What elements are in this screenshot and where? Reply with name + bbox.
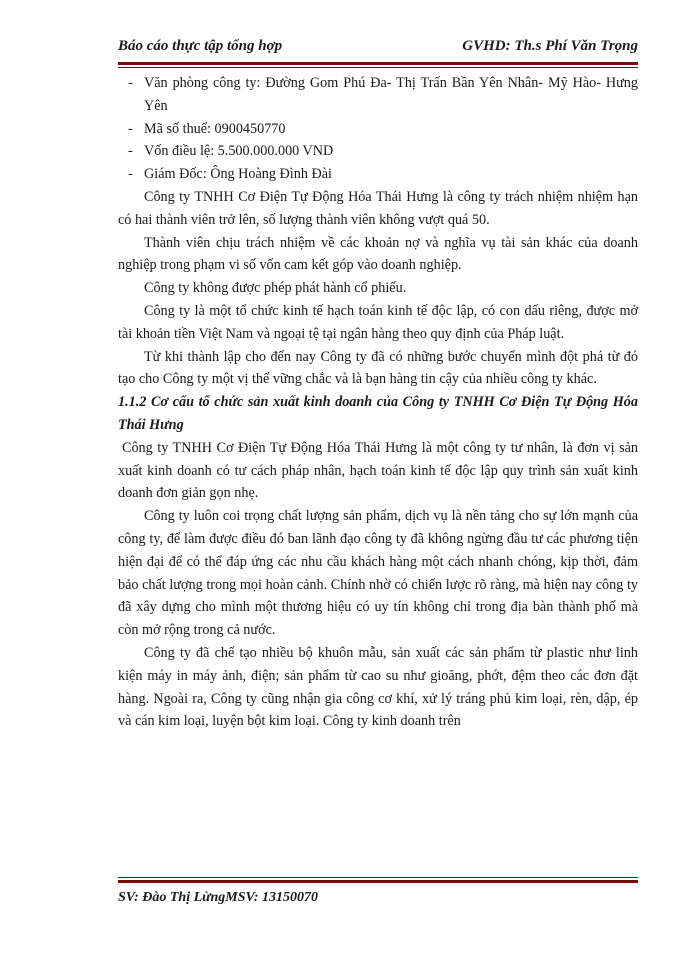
bullet-dash: - — [128, 143, 133, 160]
paragraph: Thành viên chịu trách nhiệm về các khoản nợ và nghĩa vụ tài sản khác của doanh nghiệp trong phạm vi số vốn cam kết góp vào doanh nghiệp. — [118, 234, 638, 274]
footer-rule-thin — [118, 877, 638, 878]
bullet-dash: - — [128, 120, 133, 137]
document-body — [118, 72, 638, 733]
bullet-text: Văn phòng công ty: Đường Gom Phú Đa- Thị Trấn Bần Yên Nhân- Mỹ Hào- Hưng Yên — [144, 75, 638, 114]
paragraph: Công ty là một tổ chức kinh tế hạch toán kinh tế độc lập, có con dấu riêng, được mở tài khoản tiền Việt Nam và ngoại tệ tại ngân hàng theo quy định của Pháp luật. — [118, 302, 638, 342]
paragraph: Từ khi thành lập cho đến nay Công ty đã có những bước chuyển mình đột phá từ đó tạo cho Công ty một vị thế vững chắc và là bạn hàng tin cậy của nhiều công ty khác. — [118, 348, 638, 388]
bullet-item — [118, 140, 638, 163]
header-supervisor: GVHD: Th.s Phí Văn Trọng — [462, 38, 638, 54]
bullet-item — [118, 72, 638, 118]
page-footer: SV: Đào Thị LừngMSV: 13150070 — [118, 890, 319, 905]
bullet-text: Mã số thuế: 0900450770 — [144, 120, 286, 137]
bullet-text: Giám Đốc: Ông Hoàng Đình Đài — [144, 166, 332, 183]
paragraph: Công ty luôn coi trọng chất lượng sản phẩm, dịch vụ là nền tảng cho sự lớn mạnh của công ty, để làm được điều đó ban lãnh đạo công ty đã không ngừng đầu tư các phương tiện hiện đại để có thể đáp ứng các nhu cầu khách hàng một cách nhanh chóng, kịp thời, đảm bảo chất lượng trong mọi hoàn cảnh. Chính nhờ có chiến lược rõ ràng, mà hiện nay công ty đã xây dựng cho mình một thương hiệu có uy tín không chỉ trong địa bàn thành phố mà còn mở rộng trong cả nước. — [118, 508, 638, 639]
bullet-item — [118, 118, 638, 141]
section-heading: 1.1.2 Cơ cấu tổ chức sản xuất kinh doanh của Công ty TNHH Cơ Điện Tự Động Hóa Thái Hưng — [118, 394, 638, 433]
bullet-text: Vốn điều lệ: 5.500.000.000 VND — [144, 143, 334, 160]
bullet-dash: - — [128, 75, 133, 91]
paragraph: Công ty TNHH Cơ Điện Tự Động Hóa Thái Hưng là một công ty tư nhân, là đơn vị sản xuất kinh doanh có tư cách pháp nhân, hạch toán kinh tế độc lập quy trình sản xuất kinh doanh đơn giản gọn nhẹ. — [118, 439, 638, 502]
paragraph: Công ty TNHH Cơ Điện Tự Động Hóa Thái Hưng là công ty trách nhiệm nhiệm hạn có hai thành viên trở lên, số lượng thành viên không vượt quá 50. — [118, 188, 638, 228]
paragraph: Công ty không được phép phát hành cổ phiếu. — [144, 280, 407, 297]
page-header — [118, 38, 638, 62]
header-rule-thin — [118, 67, 638, 68]
header-rule-thick — [118, 62, 638, 65]
header-report-title: Báo cáo thực tập tổng hợp — [118, 38, 283, 54]
bullet-dash: - — [128, 166, 133, 183]
footer-rule-thick — [118, 880, 638, 883]
bullet-item — [118, 163, 638, 186]
paragraph: Công ty đã chế tạo nhiều bộ khuôn mẫu, sản xuất các sản phẩm từ plastic như linh kiện máy in máy ảnh, điện; sản phẩm từ cao su như gioăng, phớt, đệm theo các đơn đặt hàng. Ngoài ra, Công ty cũng nhận gia công cơ khí, xử lý tráng phủ kim loại, rèn, dập, ép và cán kim loại, luyện bột kim loại. Công ty kinh doanh trên — [118, 644, 638, 730]
